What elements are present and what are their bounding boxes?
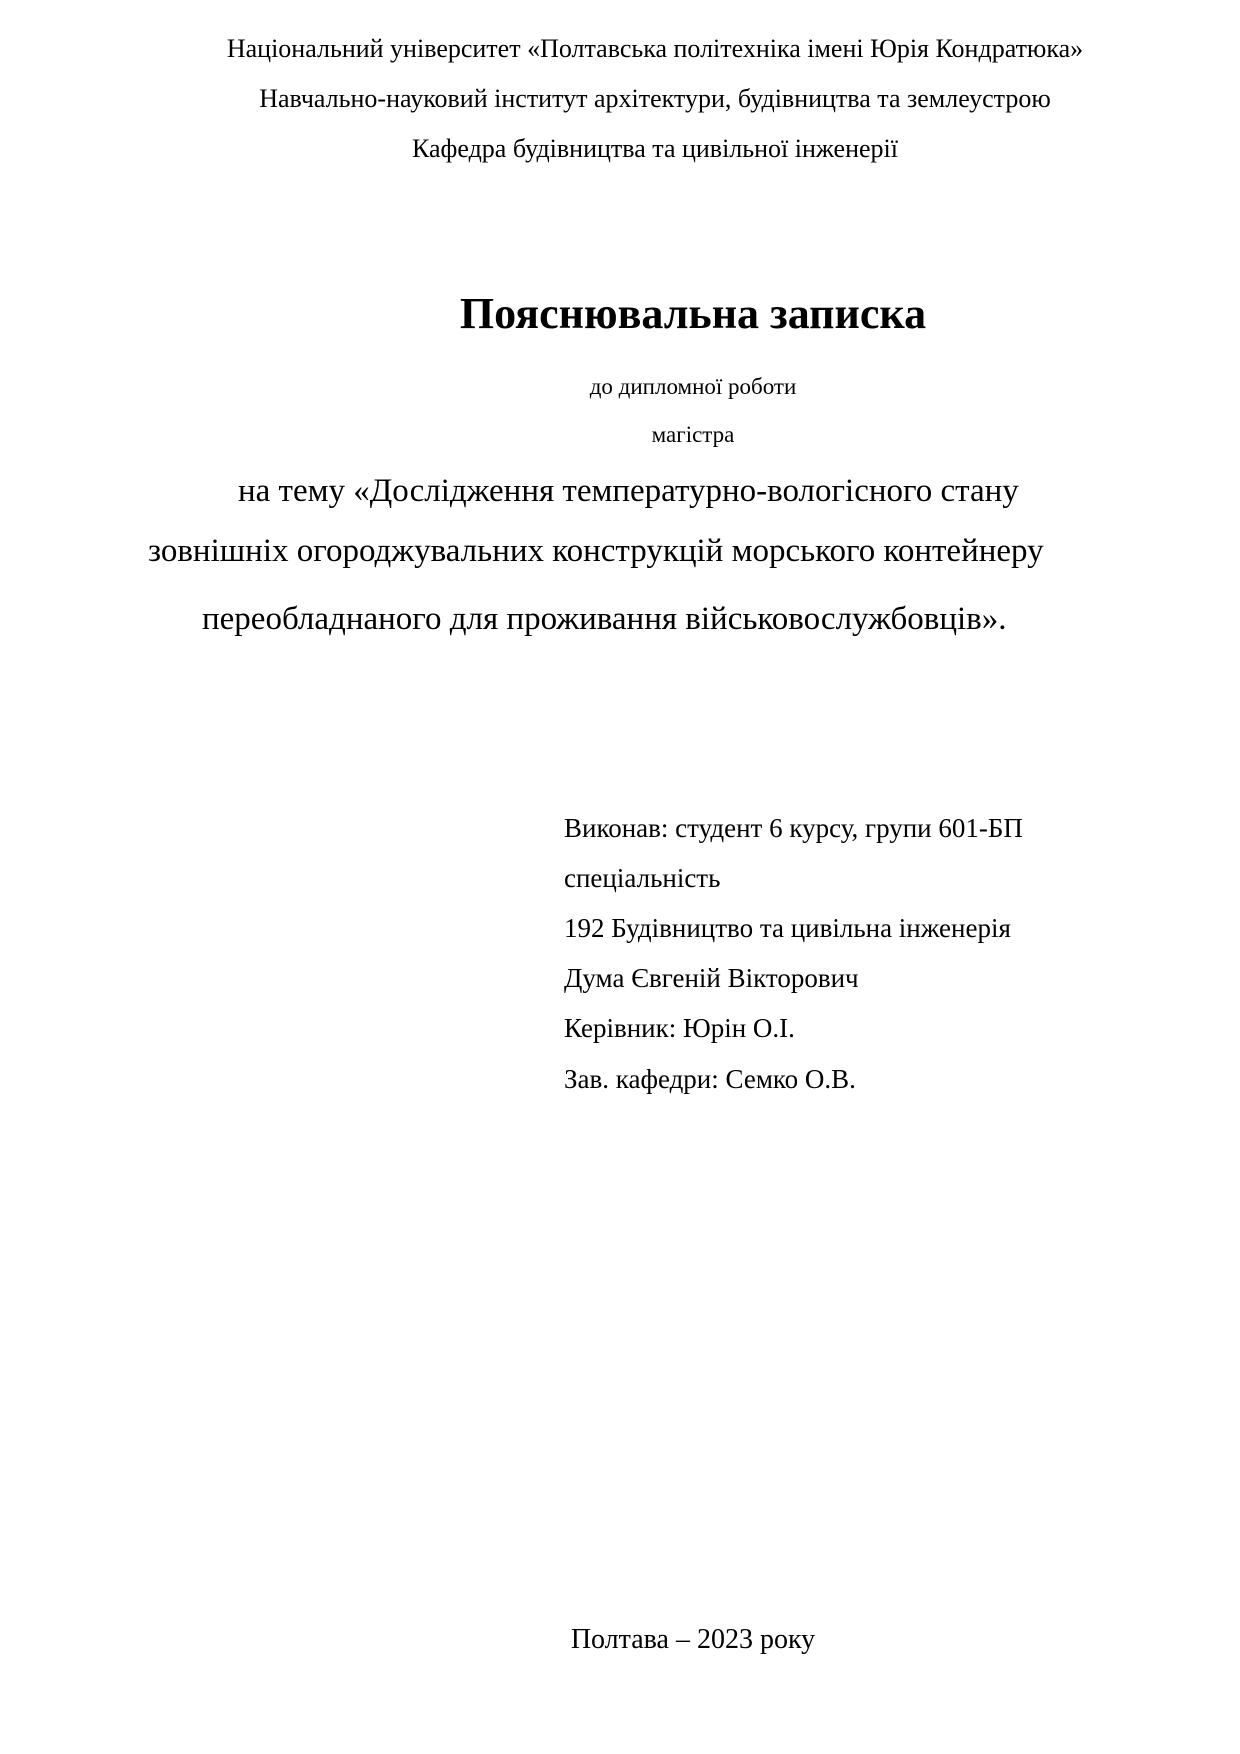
head-of-department: Зав. кафедри: Семко О.В. <box>564 1064 856 1094</box>
supervisor: Керівник: Юрін О.І. <box>564 1013 795 1043</box>
specialty-label: спеціальність <box>564 863 721 893</box>
performed-by: Виконав: студент 6 курсу, групи 601-БП <box>564 813 1023 843</box>
document-title: Пояснювальна записка <box>459 289 927 338</box>
specialty: 192 Будівництво та цивільна інженерія <box>564 913 1011 943</box>
institute-name: Навчально-науковий інститут архітектури, будівництва та землеустрою <box>259 84 1051 113</box>
document-subtitle-degree: магістра <box>651 422 735 447</box>
student-name: Дума Євгеній Вікторович <box>564 963 859 993</box>
city-year: Полтава – 2023 року <box>570 1624 816 1655</box>
document-subtitle-thesis: до дипломної роботи <box>589 374 797 399</box>
topic-line-2: зовнішніх огороджувальних конструкцій морського контейнеру <box>148 533 1044 569</box>
topic-line-1: на тему «Дослідження температурно-вологісного стану <box>238 473 1019 509</box>
department-name: Кафедра будівництва та цивільної інженерії <box>412 134 898 163</box>
topic-line-3: переобладнаного для проживання військовослужбовців». <box>202 601 1007 637</box>
university-name: Національний університет «Полтавська політехніка імені Юрія Кондратюка» <box>226 34 1084 63</box>
